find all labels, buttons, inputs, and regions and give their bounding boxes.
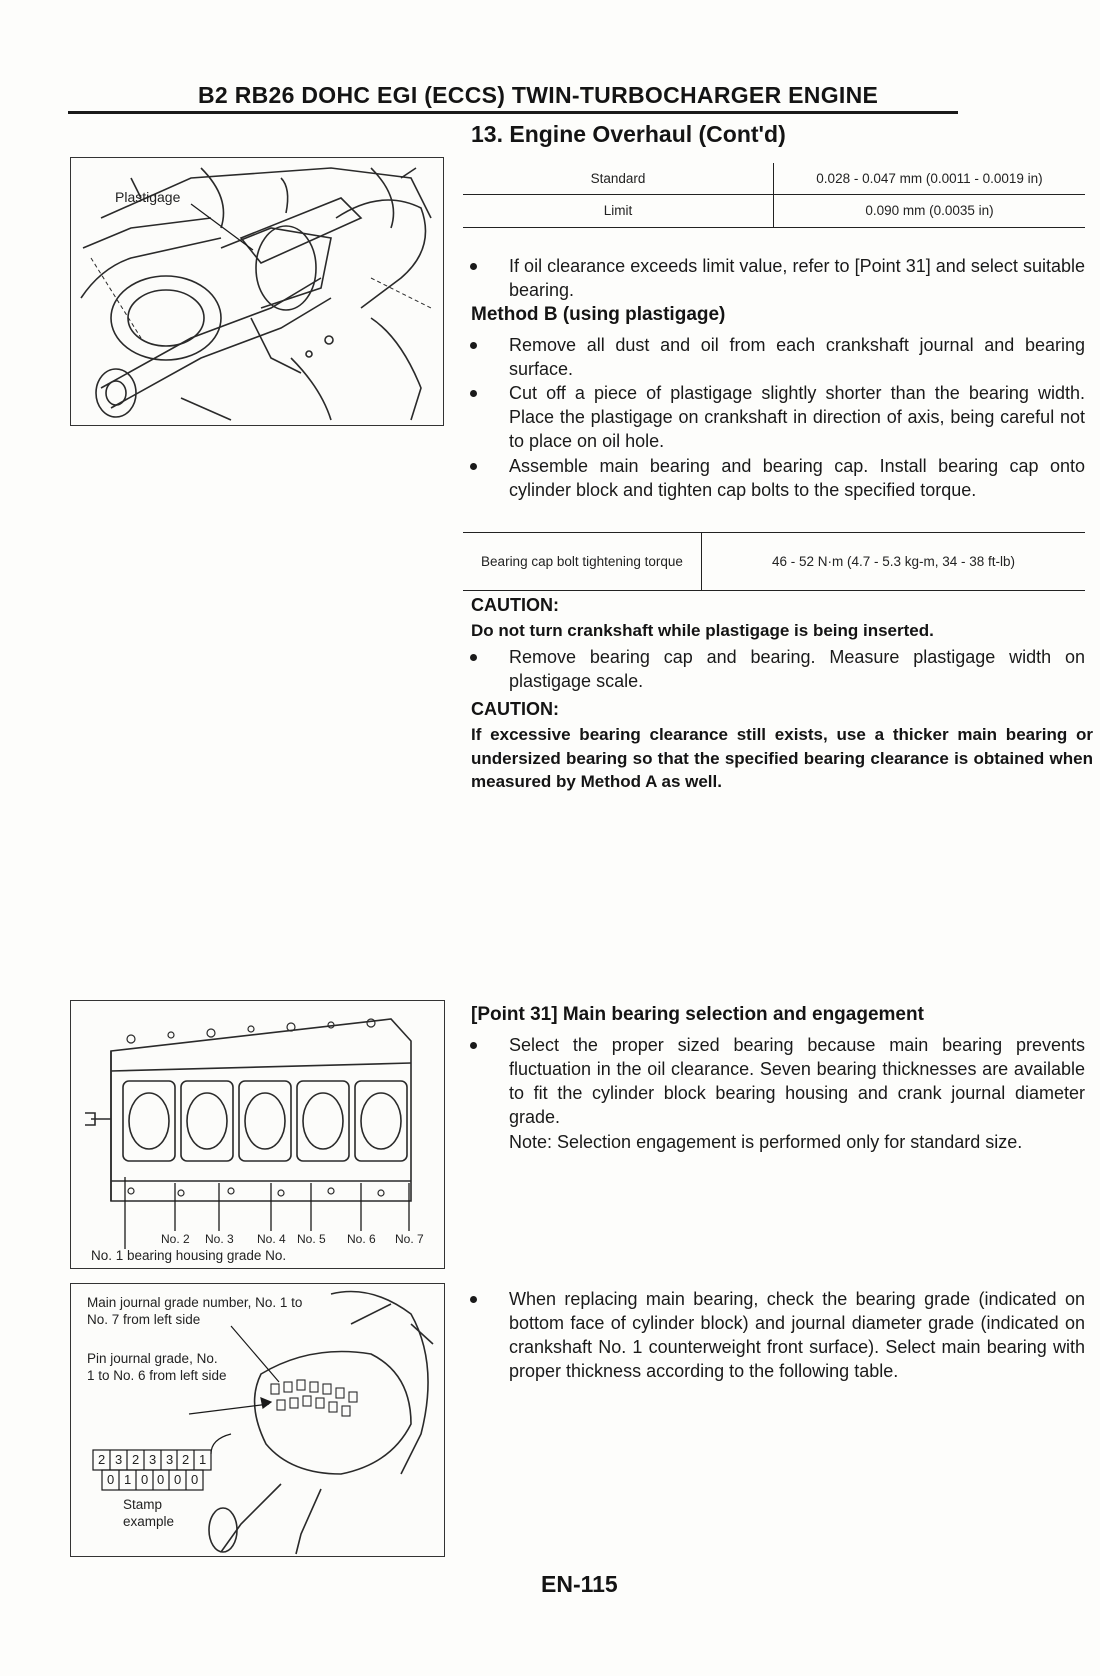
stamp-digit: 0 (141, 1472, 149, 1487)
method-b-heading: Method B (using plastigage) (471, 304, 726, 325)
limit-label: Limit (463, 194, 774, 227)
table-row (463, 163, 1085, 194)
plastigage-figure (70, 157, 444, 426)
bullet-dot (470, 1296, 477, 1303)
bullet-dot (470, 390, 477, 397)
torque-value: 46 - 52 N·m (4.7 - 5.3 kg-m, 34 - 38 ft-lb) (771, 554, 1016, 569)
cylinder-block-illustration (71, 1001, 444, 1268)
bullet-text: Remove bearing cap and bearing. Measure plastigage width on plastigage scale. (509, 647, 1085, 691)
standard-value: 0.028 - 0.047 mm (0.0011 - 0.0019 in) (816, 170, 1043, 186)
bullet-text: Cut off a piece of plastigage slightly shorter than the bearing width. Place the plastigage on crankshaft in direction of axis, being careful not to place on oil hole. (509, 383, 1085, 451)
table-row (463, 533, 1085, 591)
plastigage-label: Plastigage (115, 189, 181, 205)
stamp-example-label: Stamp example (123, 1497, 175, 1529)
bullet-remove-dust (470, 333, 1085, 381)
bullet-text: Assemble main bearing and bearing cap. Install bearing cap onto cylinder block and tighten cap bolts to the specified torque. (509, 456, 1085, 500)
grade-label-no7: No. 7 (395, 1232, 424, 1246)
grade-label-no5: No. 5 (297, 1232, 326, 1246)
stamp-digit: 0 (174, 1472, 182, 1487)
table-row (463, 194, 1085, 227)
caution-label: CAUTION: (471, 595, 559, 615)
selection-note: Note: Selection engagement is performed only for standard size. (509, 1132, 1023, 1152)
stamp-digit: 1 (124, 1472, 132, 1487)
stamp-digit: 3 (166, 1452, 174, 1467)
stamp-digit: 0 (107, 1472, 115, 1487)
bullet-dot (470, 463, 477, 470)
grade-label-no3: No. 3 (205, 1232, 234, 1246)
page-number: EN-115 (541, 1571, 618, 1597)
stamp-digit: 2 (132, 1452, 140, 1467)
bullet-text: If oil clearance exceeds limit value, refer to [Point 31] and select suitable bearing. (509, 256, 1085, 300)
bullet-dot (470, 263, 477, 270)
stamp-digit: 2 (182, 1452, 190, 1467)
engine-title: B2 RB26 DOHC EGI (ECCS) TWIN-TURBOCHARGER ENGINE (198, 82, 879, 108)
bullet-text: When replacing main bearing, check the bearing grade (indicated on bottom face of cylinder block) and journal diameter grade (indicated on crankshaft No. 1 counterweight front surface). Select main bearing with proper thickness according to the following table. (509, 1289, 1085, 1381)
grade-label-no2: No. 2 (161, 1232, 190, 1246)
bearing-housing-figure (70, 1000, 445, 1269)
bullet-assemble (470, 454, 1085, 502)
main-journal-grade-label: Main journal grade number, No. 1 to No. 7 from left side (87, 1295, 303, 1327)
torque-label: Bearing cap bolt tightening torque (463, 533, 702, 591)
torque-table (463, 532, 1085, 591)
bullet-dot (470, 654, 477, 661)
stamp-digit: 0 (157, 1472, 165, 1487)
grade-label-no4: No. 4 (257, 1232, 286, 1246)
clearance-table (463, 163, 1085, 228)
journal-grade-figure (70, 1283, 445, 1557)
bullet-remove-cap (470, 645, 1085, 693)
stamp-digit: 1 (199, 1452, 207, 1467)
standard-label: Standard (463, 163, 774, 194)
stamp-digit: 0 (191, 1472, 199, 1487)
limit-value: 0.090 mm (0.0035 in) (865, 203, 994, 218)
bullet-text: Select the proper sized bearing because main bearing prevents fluctuation in the oil clearance. Seven bearing thicknesses are available to fit the cylinder block bearing housing and crank journal diameter grade. (509, 1035, 1085, 1127)
section-title: 13. Engine Overhaul (Cont'd) (471, 121, 786, 147)
bullet-dot (470, 1042, 477, 1049)
pin-journal-grade-label: Pin journal grade, No. 1 to No. 6 from left side (87, 1351, 227, 1383)
bullet-replacing-bearing (470, 1287, 1085, 1383)
point31-heading: [Point 31] Main bearing selection and engagement (471, 1004, 924, 1025)
bullet-dot (470, 342, 477, 349)
header-rule (68, 111, 958, 114)
grade-label-no6: No. 6 (347, 1232, 376, 1246)
bullet-oil-clearance (470, 254, 1085, 302)
caution-label: CAUTION: (471, 699, 559, 719)
caution-text: If excessive bearing clearance still exists, use a thicker main bearing or undersized bearing so that the specified bearing clearance is obtained when measured by Method A as well. (471, 725, 1093, 791)
stamp-digit: 3 (149, 1452, 157, 1467)
stamp-digit: 2 (98, 1452, 106, 1467)
bullet-cut-plastigage (470, 381, 1085, 453)
housing-grade-caption: No. 1 bearing housing grade No. (91, 1248, 287, 1263)
bullet-text: Remove all dust and oil from each crankshaft journal and bearing surface. (509, 335, 1085, 379)
caution-text: Do not turn crankshaft while plastigage is being inserted. (471, 621, 934, 640)
stamp-digit: 3 (115, 1452, 123, 1467)
bullet-select-bearing (470, 1033, 1085, 1129)
